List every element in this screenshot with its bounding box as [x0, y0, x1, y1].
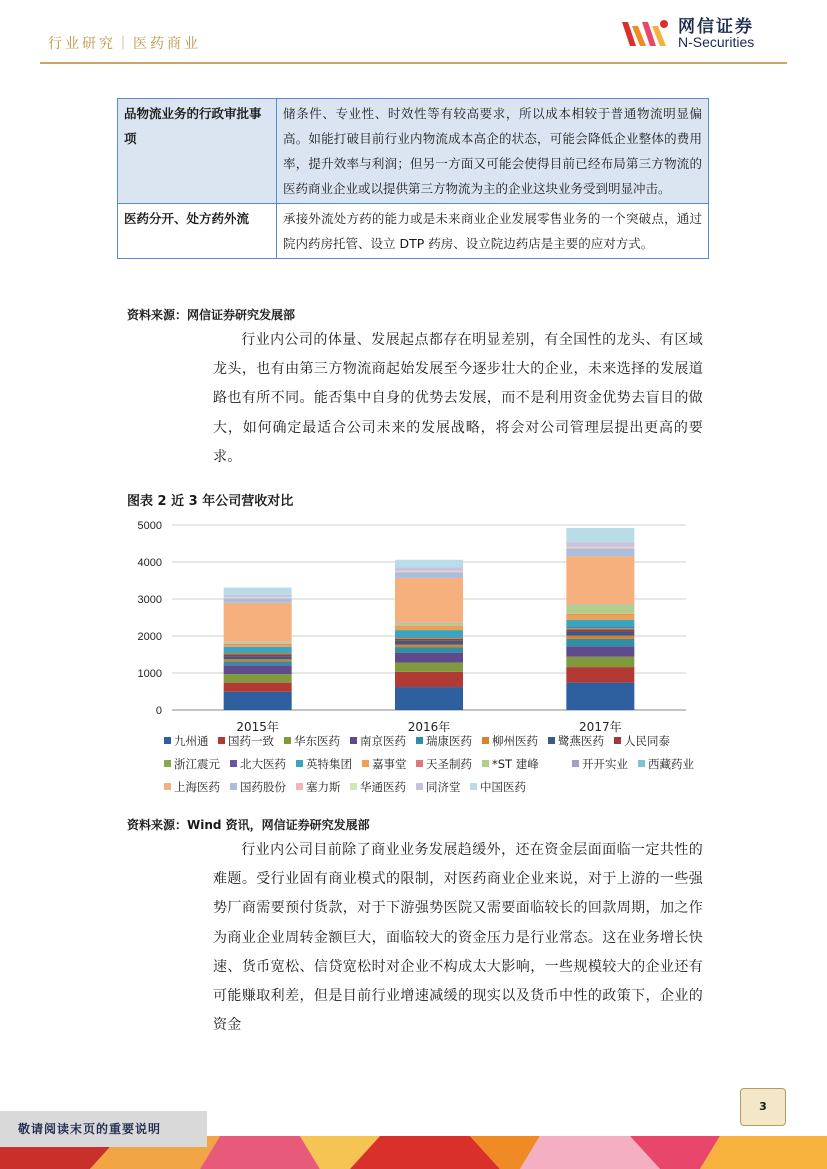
bar-segment: [566, 547, 634, 548]
table-row-key: 医药分开、处方药外流: [118, 204, 277, 259]
legend-label: 浙江震元: [174, 757, 220, 771]
y-tick-label: 4000: [137, 557, 162, 569]
bar-segment: [395, 672, 463, 687]
body-paragraph-text: 行业内公司目前除了商业业务发展趋缓外，还在资金层面面临一定共性的难题。受行业固有商业模式的限制，对医药商业企业来说，对于上游的一些强势厂商需要预付货款，对于下游强势医院又需要面临较长的回款周期，加之作为商业企业周转金额巨大，面临较大的资金压力是行业常态。这在业务增长快速、货币宽松、信贷宽松时对企业不构成太大影响，一些规模较大的企业还有可能赚取利差，但是目前行业增速减缓的现实以及货币中性的政策下，企业的资金: [213, 842, 703, 1034]
revenue-stacked-bar-chart: [120, 512, 720, 812]
page-header: [0, 0, 827, 68]
bar-segment: [566, 605, 634, 614]
bar-segment: [566, 628, 634, 629]
bar-segment: [224, 653, 292, 654]
bar-segment: [395, 578, 463, 623]
legend-label: 国药股份: [240, 780, 286, 794]
bar-segment: [395, 637, 463, 638]
bar-segment: [395, 626, 463, 627]
logo-chinese-name: 网信证券: [678, 17, 754, 37]
x-tick-label: 2017年: [579, 720, 622, 734]
legend-swatch: [230, 783, 237, 790]
legend-label: 西藏药业: [648, 757, 694, 771]
bar-segment: [224, 659, 292, 661]
footer-disclaimer-note: 敬请阅读末页的重要说明: [0, 1111, 207, 1147]
bar-segment: [224, 598, 292, 602]
y-tick-label: 5000: [137, 520, 162, 532]
legend-swatch: [164, 760, 171, 767]
legend-label: *ST 建峰: [492, 757, 539, 771]
table-row: [118, 204, 709, 259]
bar-segment: [224, 656, 292, 659]
legend-label: 同济堂: [426, 780, 461, 794]
legend-label: 瑞康医药: [426, 734, 472, 748]
legend-label: 国药一致: [228, 734, 274, 748]
bar-segment: [566, 556, 634, 604]
bar-segment: [224, 647, 292, 653]
legend-swatch: [350, 737, 357, 744]
bar-segment: [395, 623, 463, 625]
legend-label: 人民同泰: [624, 734, 670, 748]
bar-segment: [395, 641, 463, 645]
chart-title: 图表 2 近 3 年公司营收对比: [127, 494, 294, 509]
bar-segment: [224, 603, 292, 642]
bar-segment: [566, 614, 634, 615]
bar-segment: [395, 572, 463, 578]
policy-table: [117, 98, 709, 259]
bar-segment: [395, 663, 463, 672]
legend-label: 开开实业: [582, 757, 628, 771]
body-paragraph: [213, 836, 703, 1040]
bar-segment: [566, 667, 634, 683]
bar-segment: [224, 595, 292, 597]
legend-label: 鹭燕医药: [558, 734, 604, 748]
bar-segment: [224, 644, 292, 645]
table-row-value: 储条件、专业性、时效性等有较高要求，所以成本相较于普通物流明显偏高。如能打破目前行业内物流成本高企的状态，可能会降低企业整体的费用率，提升效率与利润；但另一方面又可能会使得目前已经布局第三方物流的医药商业企业或以提供第三方物流为主的企业这块业务受到明显冲击。: [277, 99, 709, 204]
bar-segment: [395, 567, 463, 571]
bar-segment: [395, 647, 463, 653]
header-divider: [40, 62, 787, 64]
bar-segment: [224, 643, 292, 644]
bar-segment: [566, 615, 634, 620]
bar-segment: [224, 683, 292, 692]
legend-swatch: [296, 760, 303, 767]
bar-segment: [224, 588, 292, 595]
header-section-title: 行业研究｜医药商业: [48, 36, 201, 52]
bar-segment: [224, 665, 292, 674]
legend-swatch: [284, 737, 291, 744]
body-paragraph-text: 行业内公司的体量、发展起点都存在明显差别，有全国性的龙头、有区域龙头，也有由第三方物流商起始发展至今逐步壮大的企业，未来选择的发展道路也有所不同。能否集中自身的优势去发展，而不是利用资金优势去盲目的做大，如何确定最适合公司未来的发展战略，将会对公司管理层提出更高的要求。: [213, 332, 703, 465]
y-tick-label: 3000: [137, 594, 162, 606]
source-note: 资料来源：网信证券研究发展部: [127, 308, 296, 322]
company-logo: [618, 12, 788, 56]
table-row: [118, 99, 709, 204]
bar-segment: [224, 645, 292, 647]
bar-segment: [224, 662, 292, 666]
bar-segment: [395, 653, 463, 663]
bar-segment: [224, 653, 292, 654]
bar-segment: [224, 655, 292, 657]
legend-swatch: [416, 760, 423, 767]
y-tick-label: 1000: [137, 668, 162, 680]
legend-swatch: [362, 760, 369, 767]
legend-swatch: [482, 760, 489, 767]
legend-label: 北大医药: [240, 757, 286, 771]
legend-label: 华东医药: [294, 734, 340, 748]
logo-english-name: N-Securities: [678, 34, 755, 50]
legend-swatch: [164, 737, 171, 744]
bar-segment: [566, 646, 634, 656]
bar-segment: [395, 630, 463, 637]
legend-swatch: [296, 783, 303, 790]
x-tick-label: 2015年: [236, 720, 279, 734]
legend-swatch: [482, 737, 489, 744]
bar-segment: [566, 629, 634, 631]
legend-swatch: [548, 737, 555, 744]
bar-segment: [566, 636, 634, 639]
table-row-value: 承接外流处方药的能力或是未来商业企业发展零售业务的一个突破点，通过院内药房托管、设立 DTP 药房、设立院边药店是主要的应对方式。: [277, 204, 709, 259]
legend-swatch: [350, 783, 357, 790]
legend-swatch: [416, 783, 423, 790]
bar-segment: [395, 571, 463, 572]
bar-segment: [566, 627, 634, 628]
source-note: 资料来源：Wind 资讯，网信证券研究发展部: [127, 818, 370, 832]
bar-segment: [566, 528, 634, 542]
bar-segment: [224, 597, 292, 598]
legend-label: 天圣制药: [426, 757, 472, 771]
y-tick-label: 0: [155, 705, 162, 717]
bar-segment: [224, 674, 292, 683]
legend-label: 上海医药: [174, 780, 220, 794]
bar-segment: [395, 560, 463, 567]
body-paragraph: [213, 326, 703, 472]
legend-label: 塞力斯: [306, 780, 341, 794]
legend-swatch: [164, 783, 171, 790]
legend-swatch: [470, 783, 477, 790]
bar-segment: [566, 639, 634, 646]
legend-label: 华通医药: [360, 780, 406, 794]
logo-mark-icon: [618, 12, 674, 52]
table-row-key: 品物流业务的行政审批事项: [118, 99, 277, 204]
bar-segment: [395, 572, 463, 573]
y-tick-label: 2000: [137, 631, 162, 643]
page-number: 3: [740, 1088, 786, 1126]
bar-segment: [566, 549, 634, 556]
bar-segment: [566, 542, 634, 546]
legend-swatch: [638, 760, 645, 767]
legend-label: 英特集团: [306, 757, 352, 771]
legend-label: 嘉事堂: [372, 757, 407, 771]
legend-label: 九州通: [174, 734, 209, 748]
bar-segment: [395, 638, 463, 639]
bar-segment: [566, 548, 634, 549]
bar-segment: [395, 639, 463, 641]
bar-segment: [395, 626, 463, 630]
legend-swatch: [218, 737, 225, 744]
legend-swatch: [416, 737, 423, 744]
bar-segment: [395, 645, 463, 648]
bar-segment: [224, 692, 292, 710]
bar-segment: [566, 657, 634, 667]
legend-label: 中国医药: [480, 780, 526, 794]
legend-swatch: [572, 760, 579, 767]
bar-segment: [566, 683, 634, 710]
legend-swatch: [230, 760, 237, 767]
legend-swatch: [614, 737, 621, 744]
bar-segment: [566, 620, 634, 628]
legend-label: 柳州医药: [492, 734, 538, 748]
bar-segment: [566, 632, 634, 636]
x-tick-label: 2016年: [407, 720, 451, 734]
legend-label: 南京医药: [360, 734, 406, 748]
bar-segment: [395, 687, 463, 710]
